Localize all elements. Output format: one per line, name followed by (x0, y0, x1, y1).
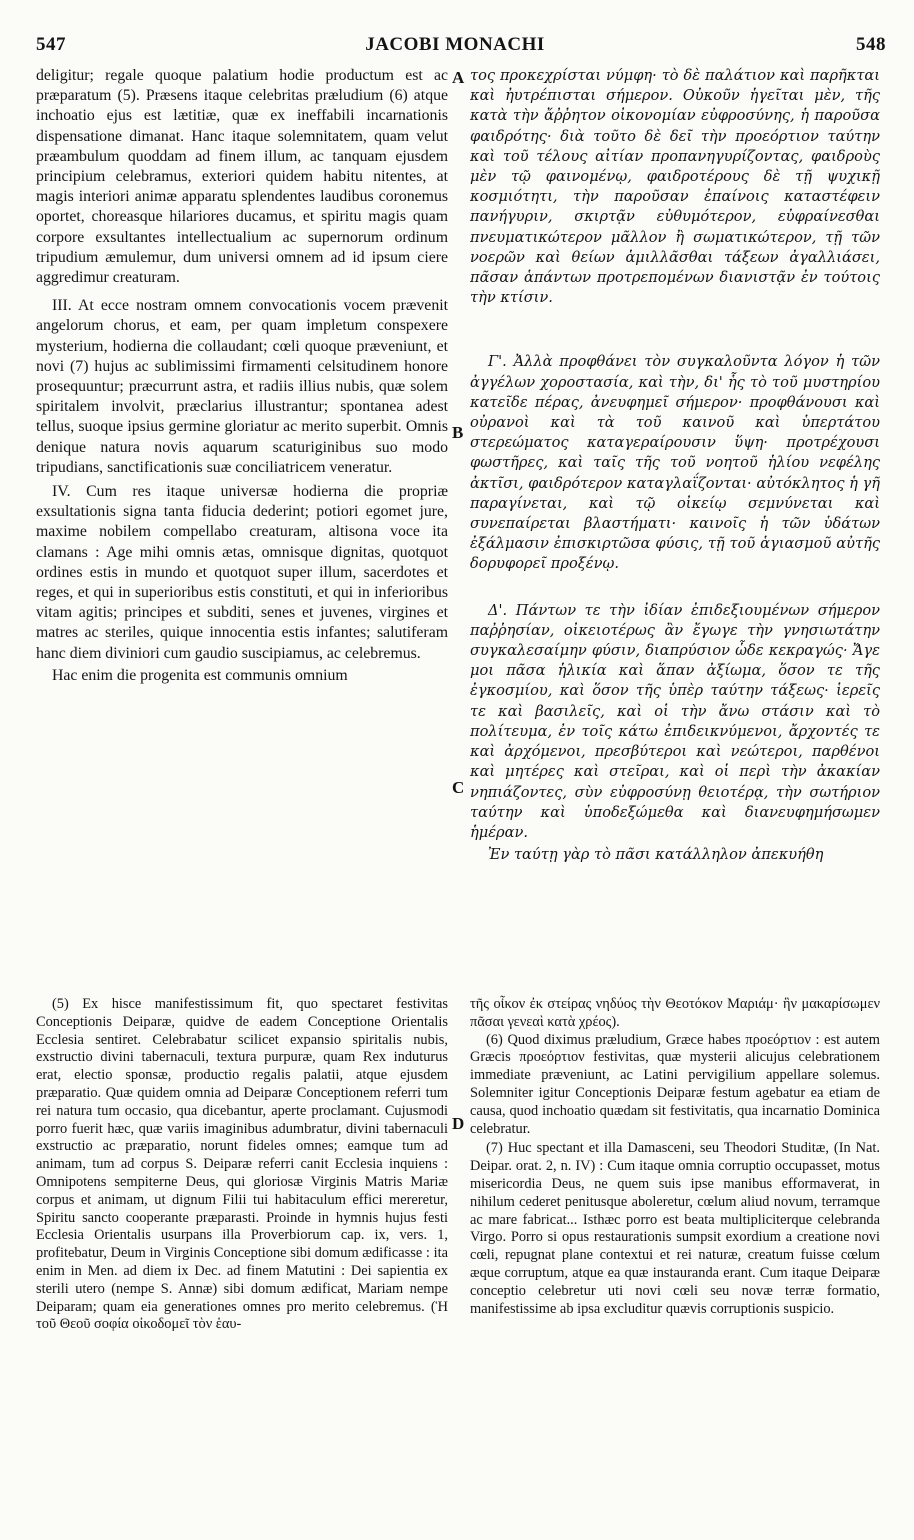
margin-letter-b: B (452, 423, 464, 442)
latin-paragraph-3: III. At ecce nostram omnem convocationis vocem prævenit angelorum chorus, et eam, per quam impletum conspexere mysterium, hodierna die collaudant; cœli quoque præveniunt, et novi (7) hujus ac sublimissimi firmamenti celsitudinem honore prosequuntur; præcurrunt astra, et radiis illius nubis, quæ solem spiritalem involvit, præclarius illustrantur; spontanea adest tellus, suoque ipsius germine gloriatur ac merito superbit. Omnis denique natura novis aquarum scaturiginibus suo modo tripudians, sanctificationis suæ conciliatricem veneratur. (36, 297, 448, 476)
footnotes-right-column (470, 996, 880, 1318)
page-header (30, 34, 886, 58)
footnote-5: (5) Ex hisce manifestissimum fit, quo spectaret festivitas Conceptionis Deiparæ, quidve de eadem Conceptione Orientalis Ecclesia sentiret. Celebrabatur scilicet expansio spiritalis nubis, exstructio divini tabernaculi, textura purpuræ, quam Rex induturus erat, electio sponsæ, productio regalis palatii, atque ejusdem præparatio. Quæ quidem omnia ad Deiparæ Conceptionem referri tum rei natura tum occasio, qua dicebantur, aperte proclamant. Cujusmodi porro fuerit hæc, quæ variis imaginibus adumbratur, divini tabernaculi exstructio ac præparatio, norunt fideles omnes; eamque tum ad animam, tum ad corpus S. Deiparæ referri canit Ecclesia inquiens : Omnipotens sempiterne Deus, qui gloriosæ Virginis Matris Mariæ corpus et animam, ut dignum Filii tui habitaculum effici mereretur, Spiritu sancto cooperante præparasti. Proinde in hymnis hujus festi Ecclesia Orientalis usurpans illa Proverbiorum cap. ix, vers. 1, profitebatur, Deum in Virginis Conceptione sibi domum ædificasse : ita enim in Men. ad diem ix Dec. ad finem Matutini : Dei sapientia ex sterili utero (nempe S. Annæ) sibi domum ædificat, Mariam nempe Deiparam; quam eia generationes omnes pro merito celebremus. (Ἡ τοῦ Θεοῦ σοφία οἰκοδομεῖ τὸν ἑαυ- (36, 996, 448, 1333)
greek-text-column (470, 66, 880, 865)
right-page-number: 548 (856, 34, 886, 55)
latin-text-column (36, 66, 448, 686)
footnote-5-continuation: τῆς οἶκον ἐκ στείρας νηδύος τὴν Θεοτόκον Μαριάμ· ἣν μακαρίσωμεν πᾶσαι γενεαὶ κατὰ χρέος). (470, 996, 880, 1030)
left-page-number: 547 (36, 34, 66, 55)
margin-letter-a: A (452, 68, 465, 87)
greek-paragraph-3: Γ'. Ἀλλὰ προφθάνει τὸν συγκαλοῦντα λόγον ἡ τῶν ἀγγέλων χοροστασία, καὶ τὴν, δι' ἧς τὸ τοῦ μυστηρίου κατεῖδε πέρας, ἀνευφημεῖ σήμερον· προφθάνουσι καὶ οὐρανοὶ καὶ τὰ τοῦ καινοῦ καὶ ὑπερτάτου στερεώματος καταγεραίρουσιν ὕψη· προτρέχουσι φωστῆρες, καὶ ταῖς τῆς τοῦ νοητοῦ ἡλίου νεφέλης ἀκτῖσι, φαιδρότερον καταγλαΐζονται· αὐτόκλητος ἡ γῆ παραγίνεται, καὶ τῷ οἰκείῳ σεμνύνεται καὶ συνεπαίρεται βλαστήματι· καινοῖς ἡ τῶν ὑδάτων ἐξάλμασιν ἐπισκιρτῶσα φύσις, τῇ τοῦ ἁγιασμοῦ αὐτῆς δορυφορεῖ προξένῳ. (470, 353, 880, 573)
latin-paragraph-4: IV. Cum res itaque universæ hodierna die propriæ exsultationis signa tanta fiducia dederint; potiori egomet jure, maxime nobilem compellabo creaturam, altisona voce ita clamans : Age mihi omnis ætas, omnisque dignitas, quotquot ordines estis in mundo et quotquot super illum, sacerdotes et reges, et qui in superioribus estis constituti, et qui in inferioribus vitam agitis; principes et subditi, senes et juvenes, virgines et matres ac steriles, quique innocentia estis infantes; salutiferam hanc diem diviniori cum gaudio suscipiamus, ac celebremus. (36, 483, 448, 662)
footnotes-left-column (36, 996, 448, 1334)
running-title: JACOBI MONACHI (365, 34, 545, 55)
greek-paragraph-2: τος προκεχρίσται νύμφη· τὸ δὲ παλάτιον καὶ παρῆκται καὶ ἠυτρέπισται σήμερον. Οὐκοῦν ἡγεῖται μὲν, τῆς κατὰ τὴν ἄῤῥητον οἰκονομίαν εὐφροσύνης, ἡ παροῦσα φαιδρότης· διὰ τοῦτο δὲ δεῖ τὴν προεόρτιον ταύτην καὶ τοῦ τέλους αἰτίαν προπανηγυρίζοντας, φαιδροὺς μὲν τῷ φαινομένῳ, φαιδροτέρους δὲ τῇ ψυχικῇ κοσμιότητι, τὴν παροῦσαν ἐπαίνοις καταστέφειν πανήγυριν, σκιρτᾷν εὐθυμότερον, εὐφραίνεσθαι πνευματικώτερον μᾶλλον ἢ σωματικώτερον, τῇ τῶν νοερῶν καὶ θείων ἁμιλλᾶσθαι τάξεων ἀγαλλιάσει, πᾶσαν ἁπάντων προτρεπομένων διανιστᾷν ἐν τούτοις τὴν κτίσιν. (470, 67, 880, 307)
latin-paragraph-2: deligitur; regale quoque palatium hodie productum est ac præparatum (5). Præsens itaque celebritas præludium (6) atque inchoatio ejus est lætitiæ, quæ ex ineffabili incarnationis dispensatione dimanat. Hanc itaque solemnitatem, quam velut præambulum quoddam ad finem illum, ac tanquam ejusdem principium celebramus, exteriori quidem habitu nitentes, at magis interiori animæ apparatu splendentes laudibus coronemus oportet, choreasque hilariores ducamus, et spiritu magis quam corpore exsultantes intellectualium ac supernorum ordinum tripudium æmulemur, dum universi omnem ad id ipsum ciere aggredimur creaturam. (36, 67, 448, 287)
margin-letter-d: D (452, 1114, 465, 1133)
footnote-7: (7) Huc spectant et illa Damasceni, seu Theodori Studitæ, (In Nat. Deipar. orat. 2, n. IV) : Cum itaque omnia corruptio occupasset, motus misericordia Deus, ne quem suis ipse manibus efformaverat, in nihilum cederet penitusque aboleretur, cœlum aliud novum, terramque ac mare fabricat... Isthæc porro est beata multipliciterque celebranda Virgo. Porro si opus restaurationis sumpsit exordium a creatione novi cœli, repugnat plane contextui et rei naturæ, creatum fuisse cœlum æque corruptum, atque ea quæ instauranda erant. Cum itaque Deiparæ conceptio celebretur uti novi cœli seu novæ terræ formatio, manifestissime ab ipsa excluditur quævis corruptionis suspicio. (470, 1140, 880, 1317)
greek-paragraph-continuation: Ἐν ταύτῃ γὰρ τὸ πᾶσι κατάλληλον ἀπεκυήθη (488, 846, 824, 864)
latin-paragraph-continuation: Hac enim die progenita est communis omnium (52, 666, 348, 684)
margin-letter-c: C (452, 778, 465, 797)
footnote-6: (6) Quod diximus præludium, Græce habes προεόρτιον : est autem Græcis προεόρτιον festivitas, quæ mysterii alicujus celebrationem immediate præveniunt, ac Latini pervigilium appellare solemus. Solemniter igitur Conceptionis Deiparæ festum agebatur ea etiam de causa, quod inchoatio quædam sit festivitatis, qua incarnatio Dominica celebratur. (470, 1031, 880, 1137)
greek-paragraph-4: Δ'. Πάντων τε τὴν ἰδίαν ἐπιδεξιουμένων σήμερον παῤῥησίαν, οἰκειοτέρως ἂν ἔγωγε τὴν γνησιωτάτην συγκαλεσαίμην φύσιν, διαπρύσιον ὧδε κεκραγώς· Ἄγε μοι πᾶσα ἡλικία καὶ ἅπαν ἀξίωμα, ὅσον τε τῆς ἐγκοσμίου, καὶ ὅσον τῆς ὑπὲρ ταύτην τάξεως· ἱερεῖς τε καὶ βασιλεῖς, καὶ οἱ τὴν ἄνω στάσιν καὶ τὸ πολίτευμα, ἐν τοῖς κάτω ἐπιδεικνύμενοι, ἄρχοντές τε καὶ ἀρχόμενοι, πρεσβύτεροι καὶ νεώτεροι, παρθένοι καὶ μητέρες καὶ στεῖραι, καὶ οἱ περὶ τὴν ἀκακίαν νηπιάζοντες, σὺν εὐφροσύνῃ θειοτέρᾳ, τὴν σωτήριον ταύτην καὶ ὑποδεξώμεθα καὶ διανευφημήσωμεν ἡμέραν. (470, 601, 880, 841)
